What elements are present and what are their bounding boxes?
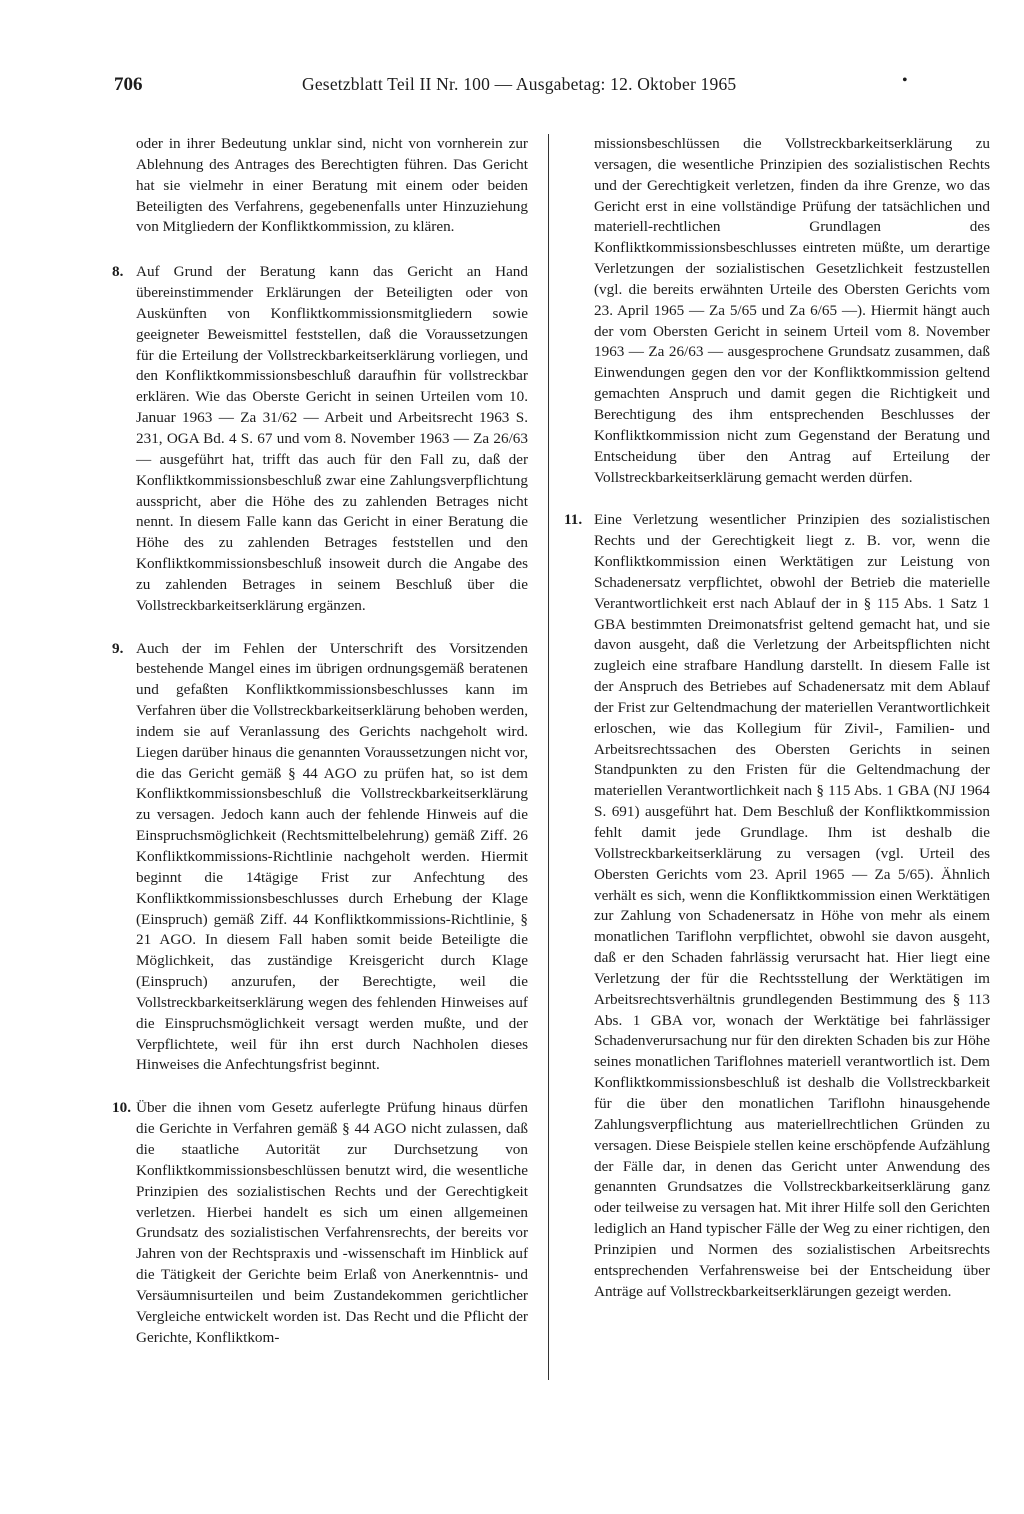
paragraph-number: 9. [112, 639, 124, 657]
paragraph-11 [564, 510, 990, 1302]
paragraph-text: Eine Verletzung wesentlicher Prinzipien des sozialistischen Rechts und der Gerechtigkeit liegt z. B. vor, wenn die Konfliktkommission einen Werktätigen zur Leistung von Schadenersatz verpflichtet, obwohl der Betrieb die materielle Verantwortlichkeit erst nach Ablauf der in § 115 Abs. 1 Satz 1 GBA bestimmten Dreimonatsfrist geltend gemacht hat, und sie davon ausgeht, daß die Verletzung der Arbeitspflichten nicht zugleich eine strafbare Handlung darstellt. In diesem Falle ist der Anspruch des Betriebes auf Schadenersatz mit dem Ablauf der Frist zur Geltendmachung der materiellen Verantwortlichkeit erloschen, wie das Kollegium für Zivil-, Familien- und Arbeitsrechtssachen des Obersten Gerichts in seinen Standpunkten zu den Fristen für die Geltendmachung der materiellen Verantwortlichkeit nach § 115 Abs. 1 GBA (NJ 1964 S. 691) ausgeführt hat. Dem Beschluß der Konfliktkommission fehlt damit jede Grundlage. Ihm ist deshalb die Vollstreckbarkeitserklärung zu versagen (vgl. Urteil des Obersten Gerichts vom 23. April 1965 — Za 5/65). Ähnlich verhält es sich, wenn die Konfliktkommission einen Werktätigen zur Zahlung von Schadenersatz in Höhe von mehr als einem monatlichen Tariflohn verpflichtet, obwohl sie davon ausgeht, daß er den Schaden fahrlässig verursacht hat. Hier liegt eine Verletzung der für die Rechtsstellung der Werktätigen im Arbeitsrechtsverhältnis grundlegenden Bestimmung des § 113 Abs. 1 GBA vor, wonach der Werktätige bei fahrlässiger Schadenverursachung nur für den direkten Schaden bis zur Höhe seines monatlichen Tariflohnes materiell verantwortlich ist. Dem Konfliktkommissionsbeschluß ist deshalb die Vollstreckbarkeit für die über den monatlichen Tariflohn hinausgehende Zahlungsverpflichtung aus materiellrechtlichen Gründen zu versagen. Diese Beispiele stellen keine erschöpfende Aufzählung der Fälle dar, in denen das Gericht unter Anwendung des genannten Grundsatzes die Vollstreckbarkeitserklärung ganz oder teilweise zu versagen hat. Mit ihrer Hilfe soll den Gerichten lediglich an Hand typischer Fälle der Weg zu einer richtigen, den Prinzipien und Normen des sozialistischen Arbeitsrechts entsprechenden Verfahrensweise bei der Entscheidung über Anträge auf Vollstreckbarkeitserklärungen gezeigt werden. [594, 511, 990, 1300]
header-mark: • [902, 72, 908, 89]
right-column-intro: missionsbeschlüssen die Vollstreckbarkeitserklärung zu versagen, die wesentliche Prinzipien des sozialistischen Rechts und der Gerechtigkeit verletzen, finden da ihre Grenze, wo das Gericht erst in eine vollständige Prüfung der tatsächlichen und materiell-rechtlichen Grundlagen des Konfliktkommissionsbeschlusses eintreten müßte, um derartige Verletzungen der sozialistischen Gesetzlichkeit festzustellen (vgl. die bereits erwähnten Urteile des Obersten Gerichts vom 23. April 1965 — Za 5/65 und Za 6/65 —). Hiermit hängt auch der vom Obersten Gericht in seinem Urteil vom 8. November 1963 — Za 26/63 — ausgesprochene Grundsatz zusammen, daß Einwendungen gegen den vor der Konfliktkommission geltend gemachten Anspruch und damit gegen die Richtigkeit und Berechtigung des ihm entsprechenden Beschlusses der Konfliktkommission nicht zum Gegenstand der Beratung und Entscheidung über den Antrag auf Erteilung der Vollstreckbarkeitserklärung gemacht werden dürfen. [594, 135, 990, 486]
paragraph-number: 11. [564, 511, 583, 529]
paragraph-text: Über die ihnen vom Gesetz auferlegte Prüfung hinaus dürfen die Gerichte in Verfahren gemäß § 44 AGO nicht zulassen, daß die staatliche Autorität zur Durchsetzung von Konfliktkommissionsbeschlüssen benutzt wird, die wesentliche Prinzipien des sozialistischen Rechts und der Gerechtigkeit verletzen. Hierbei handelt es sich um einen allgemeinen Grundsatz des sozialistischen Verfahrensrechts, der bereits vor Jahren von der Rechtspraxis und -wissenschaft im Hinblick auf die Tätigkeit der Gerichte beim Erlaß von Anerkenntnis- und Versäumnisurteilen und beim Zustandekommen gerichtlicher Vergleiche entwickelt worden ist. Das Recht und die Pflicht der Gerichte, Konfliktkom- [136, 1099, 528, 1346]
left-column-intro: oder in ihrer Bedeutung unklar sind, nicht von vornherein zur Ablehnung des Antrages des Berechtigten führen. Das Gericht hat sie vielmehr in einer Beratung mit einem oder beiden Beteiligten des Verfahrens, gegebenenfalls unter Hinzuziehung von Mitgliedern der Konfliktkommission, zu klären. [136, 135, 528, 236]
paragraph-number: 8. [112, 263, 124, 281]
left-column [112, 134, 528, 1348]
paragraph-8 [112, 262, 528, 616]
paragraph-9 [112, 639, 528, 1077]
column-divider [548, 134, 549, 1380]
page-header [114, 74, 922, 100]
paragraph-10 [112, 1098, 528, 1348]
running-head: Gesetzblatt Teil II Nr. 100 — Ausgabetag: 12. Oktober 1965 [302, 74, 737, 94]
page-number: 706 [114, 74, 143, 95]
paragraph-text: Auch der im Fehlen der Unterschrift des Vorsitzenden bestehende Mangel eines im übrigen ordnungsgemäß beratenen und gefaßten Konfliktkommissionsbeschlusses kann im Verfahren über die Vollstreckbarkeitserklärung behoben werden, indem sie auf Veranlassung des Gerichts nachgeholt wird. Liegen darüber hinaus die genannten Voraussetzungen nicht vor, die das Gericht gemäß § 44 AGO zu prüfen hat, so ist dem Konfliktkommissionsbeschluß die Vollstreckbarkeitserklärung zu versagen. Jedoch kann auch der fehlende Hinweis auf die Einspruchsmöglichkeit (Rechtsmittelbelehrung) gemäß Ziff. 26 Konfliktkommissions-Richtlinie nachgeholt werden. Hiermit beginnt die 14tägige Frist zur Anfechtung des Konfliktkommissionsbeschlusses durch Erhebung der Klage (Einspruch) gemäß Ziff. 44 Konfliktkommissions-Richtlinie, § 21 AGO. In diesem Fall haben somit beide Beteiligte die Möglichkeit, das zuständige Kreisgericht durch Klage (Einspruch) anzurufen, der Berechtigte, weil die Vollstreckbarkeitserklärung wegen des fehlenden Hinweises auf die Einspruchsmöglichkeit versagt werden mußte, und der Verpflichtete, weil für ihn erst durch Nachholen dieses Hinweises die Anfechtungsfrist beginnt. [136, 639, 528, 1074]
right-column [564, 134, 990, 1302]
paragraph-number: 10. [112, 1099, 131, 1117]
paragraph-text: Auf Grund der Beratung kann das Gericht an Hand übereinstimmender Erklärungen der Beteiligten oder von Auskünften von Konfliktkommissionsmitgliedern sowie geeigneter Beweismittel feststellen, daß die Voraussetzungen für die Erteilung der Vollstreckbarkeitserklärung vorliegen, und den Konfliktkommissionsbeschluß daraufhin für vollstreckbar erklären. Wie das Oberste Gericht in seinen Urteilen vom 10. Januar 1963 — Za 31/62 — Arbeit und Arbeitsrecht 1963 S. 231, OGA Bd. 4 S. 67 und vom 8. November 1963 — Za 26/63 — ausgeführt hat, trifft das auch für den Fall zu, daß der Konfliktkommissionsbeschluß zwar eine Zahlungsverpflichtung ausspricht, aber die Höhe des zu zahlenden Betrages nicht nennt. In diesem Falle kann das Gericht in einer Beratung die Höhe des zu zahlenden Betrages feststellen und den Konfliktkommissionsbeschluß insoweit durch die Angabe des zu zahlenden Betrages in seinem Beschluß über die Vollstreckbarkeitserklärung ergänzen. [136, 263, 528, 614]
